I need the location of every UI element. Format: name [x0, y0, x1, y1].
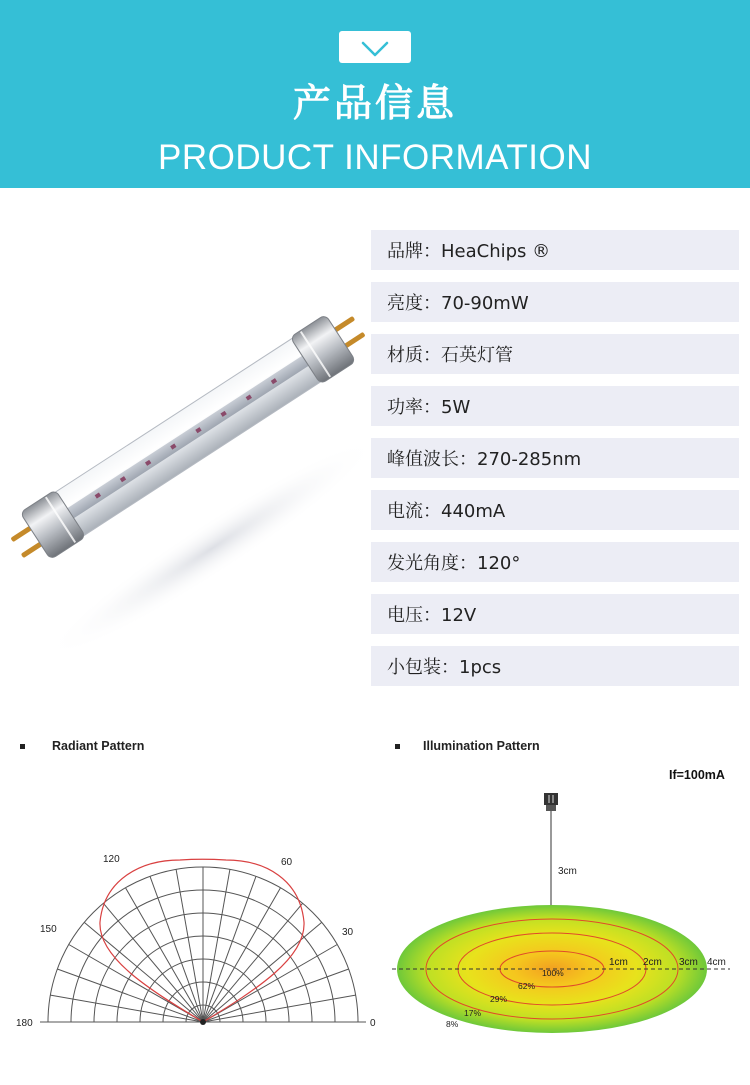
angle-label-150: 150 [40, 924, 57, 935]
percent-label-8: 8% [446, 1019, 459, 1029]
spec-current: 电流：440mA [371, 490, 739, 530]
spec-power: 功率：5W [371, 386, 739, 426]
height-label: 3cm [558, 866, 577, 877]
illumination-bullet [395, 744, 400, 749]
percent-label-62: 62% [518, 981, 536, 991]
spec-brand: 品牌：HeaChips ® [371, 230, 739, 270]
chevron-down-icon [339, 31, 411, 63]
spec-package: 小包装：1pcs [371, 646, 739, 686]
spec-brightness: 亮度：70-90mW [371, 282, 739, 322]
illumination-pattern-diagram [380, 785, 740, 1045]
spec-list [371, 230, 739, 686]
distance-label-3cm: 3cm [679, 957, 698, 968]
angle-label-120: 120 [103, 854, 120, 865]
angle-label-60: 60 [281, 857, 293, 868]
illumination-pattern-title: Illumination Pattern [423, 739, 540, 753]
distance-label-4cm: 4cm [707, 957, 726, 968]
chevron-badge [339, 31, 411, 63]
led-emitter-icon [544, 793, 558, 811]
percent-label-100: 100% [542, 968, 564, 978]
spec-peak-wavelength: 峰值波长：270-285nm [371, 438, 739, 478]
angle-label-30: 30 [342, 927, 354, 938]
current-label: If=100mA [669, 768, 725, 782]
spec-voltage: 电压：12V [371, 594, 739, 634]
uv-quartz-tube-image [0, 215, 368, 685]
radiant-bullet [20, 744, 25, 749]
radiant-pattern-title: Radiant Pattern [52, 739, 145, 753]
page-subtitle: PRODUCT INFORMATION [157, 138, 593, 177]
distance-label-1cm: 1cm [609, 957, 628, 968]
page-title: 产品信息 [292, 81, 457, 125]
header-banner [0, 0, 750, 188]
spec-material: 材质：石英灯管 [371, 334, 739, 374]
spec-beam-angle: 发光角度：120° [371, 542, 739, 582]
distance-label-2cm: 2cm [643, 957, 662, 968]
percent-label-17: 17% [464, 1008, 482, 1018]
angle-label-0: 0 [370, 1018, 376, 1029]
percent-label-29: 29% [490, 994, 508, 1004]
angle-label-180: 180 [16, 1018, 33, 1029]
radiant-pattern-diagram [0, 840, 380, 1040]
